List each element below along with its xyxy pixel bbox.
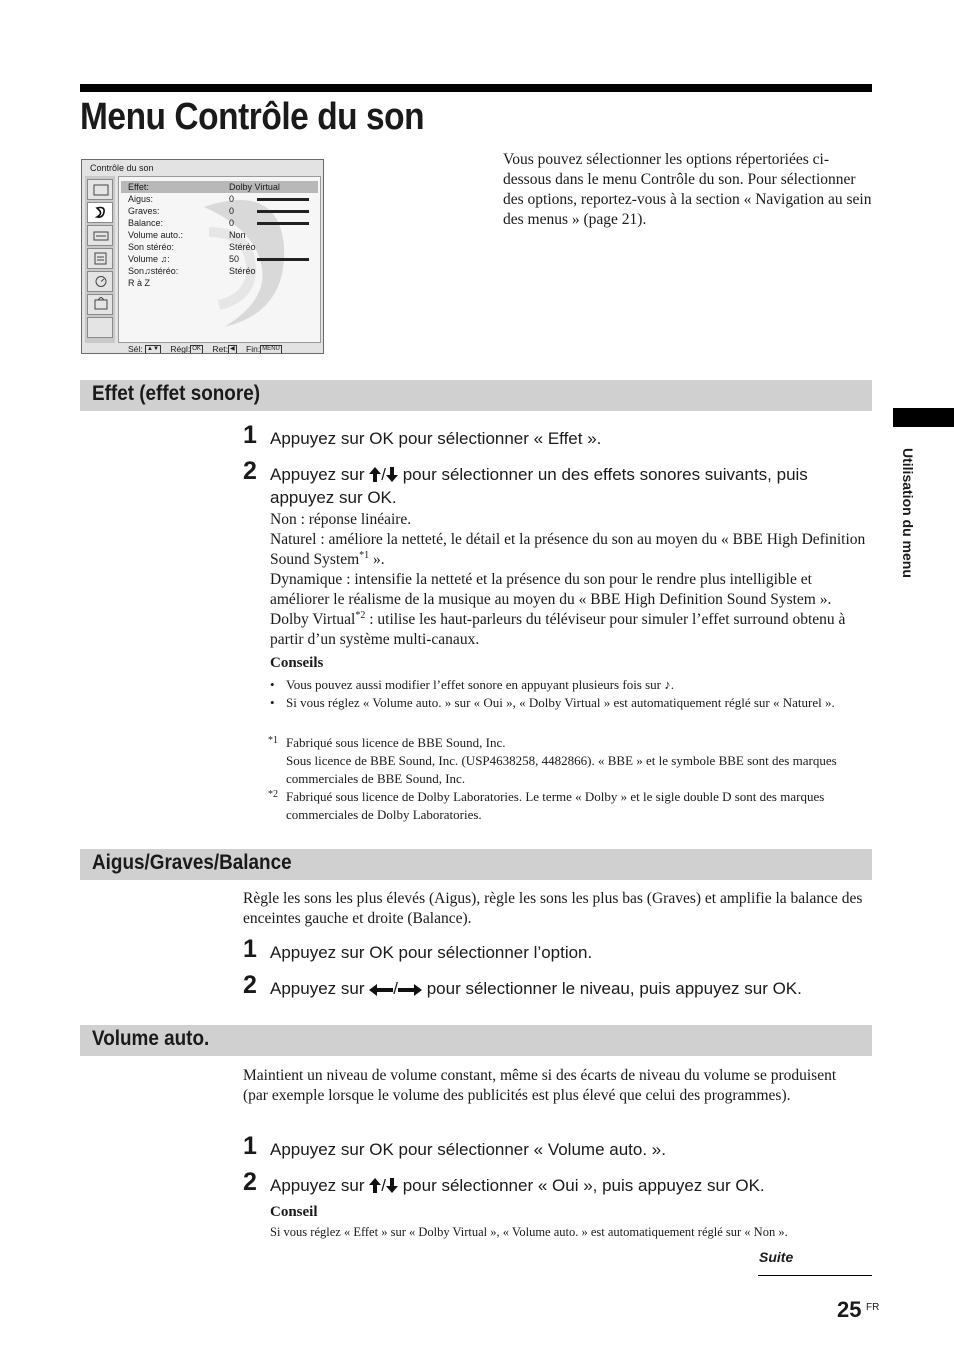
osd-row-balance: Balance: 0 [121,217,318,229]
continued-label: Suite [759,1249,794,1265]
section-description: Maintient un niveau de volume constant, même si des écarts de niveau du volume se produisent (par exemple lorsque le volume des publicités est plus élevé que celui des programmes). [243,1067,837,1104]
section-heading-volume-auto: Volume auto. [80,1025,872,1056]
osd-menu-screen [81,159,324,354]
step-text: Appuyez sur OK pour sélectionner « Effet ». [270,429,602,448]
tip-item: • Si vous réglez « Volume auto. » sur « Oui », « Dolby Virtual » est automatiquement réglé sur « Naturel ». [270,695,835,710]
step-text: Appuyez sur / pour sélectionner un des effets sonores suivants, puis appuyez sur OK. [270,465,808,507]
step-number: 1 [243,935,257,963]
down-arrow-icon [386,1178,398,1193]
screen-icon [87,225,113,246]
page-number: 25 [837,1297,862,1322]
pc-icon [87,317,113,338]
settings-icon [87,248,113,269]
step-number: 2 [243,971,257,999]
up-arrow-icon [369,1178,381,1193]
option-dynamique: Dynamique : intensifie la netteté et la présence du son pour le rendre plus intelligible et améliorer le réalisme de la musique au moyen du « BBE High Definition Sound System ». [270,571,832,608]
setup-icon [87,294,113,315]
step-text: Appuyez sur OK pour sélectionner « Volume auto. ». [270,1140,666,1159]
footnote-1: *1 Fabriqué sous licence de BBE Sound, Inc. Sous licence de BBE Sound, Inc. (USP4638258, 4482866). « BBE » et le symbole BBE sont des marques commerciales de BBE Sound, Inc. [268,735,837,786]
tip-text: Si vous réglez « Effet » sur « Dolby Virtual », « Volume auto. » est automatiquement réglé sur « Non ». [270,1225,788,1239]
right-arrow-icon [398,984,422,996]
tip-item: • Vous pouvez aussi modifier l’effet sonore en appuyant plusieurs fois sur ♪. [270,677,675,692]
step-number: 2 [243,457,257,485]
side-tab-label: Utilisation du menu [900,448,916,578]
osd-row-volume-casque: Volume ♫: 50 [121,253,318,265]
option-non: Non : réponse linéaire. [270,511,412,528]
osd-row-son-stereo: Son stéréo: Stéréo [128,242,256,252]
osd-row-effet: Effet: Dolby Virtual [121,181,318,193]
step-number: 1 [243,421,257,449]
effect-options [270,510,874,650]
osd-row-aigus: Aigus: 0 [121,193,318,205]
step-text: Appuyez sur / pour sélectionner « Oui », puis appuyez sur OK. [270,1176,765,1195]
option-naturel: Naturel : améliore la netteté, le détail et la présence du son au moyen du « BBE High Definition Sound System$^{*1}$ ». [270,531,866,568]
continued-rule [758,1275,872,1276]
osd-row-graves: Graves: 0 [121,205,318,217]
option-dolby-virtual: Dolby Virtual$^{*2}$ : utilise les haut-parleurs du téléviseur pour simuler l’effet surround obtenu à partir d’un système multi-canaux. [270,609,846,648]
section-heading-effet: Effet (effet sonore) [80,380,872,411]
up-arrow-icon [369,467,381,482]
sound-icon [87,202,113,223]
intro-paragraph: Vous pouvez sélectionner les options répertoriées ci-dessous dans le menu Contrôle du son. Pour sélectionner des options, reportez-vous à la section « Navigation au sein des menus » (page 21). [503,151,872,228]
footnote-2: *2 Fabriqué sous licence de Dolby Laboratories. Le terme « Dolby » et le sigle double D sont des marques commerciales de Dolby Laboratories. [268,789,825,822]
osd-sidebar [85,176,115,343]
osd-row-volume-auto: Volume auto.: Non [128,230,246,240]
section-heading-aigus: Aigus/Graves/Balance [80,849,872,880]
osd-row-son-casque-stereo: Son♫stéréo: Stéréo [128,266,256,276]
osd-help-bar: Sél: ▲▼ Régl: OK Ret: ◀ Fin: MENU [128,344,280,354]
side-tab-marker [893,408,954,427]
tips-title: Conseils [270,655,324,671]
tip-title: Conseil [270,1204,318,1220]
page-title: Menu Contrôle du son [80,96,425,138]
step-number: 2 [243,1168,257,1196]
step-text: Appuyez sur OK pour sélectionner l’option. [270,943,593,962]
osd-options-panel [118,176,321,343]
page-language: FR [866,1302,880,1313]
down-arrow-icon [386,467,398,482]
step-number: 1 [243,1132,257,1160]
left-arrow-icon [369,984,393,996]
osd-title: Contrôle du son [90,163,154,173]
picture-icon [87,179,113,200]
title-rule [80,84,872,92]
section-description: Règle les sons les plus élevés (Aigus), règle les sons les plus bas (Graves) et amplifie la balance des enceintes gauche et droite (Balance). [243,890,863,927]
timer-icon [87,271,113,292]
osd-row-raz: R à Z [128,278,151,288]
step-text: Appuyez sur / pour sélectionner le niveau, puis appuyez sur OK. [270,979,802,998]
